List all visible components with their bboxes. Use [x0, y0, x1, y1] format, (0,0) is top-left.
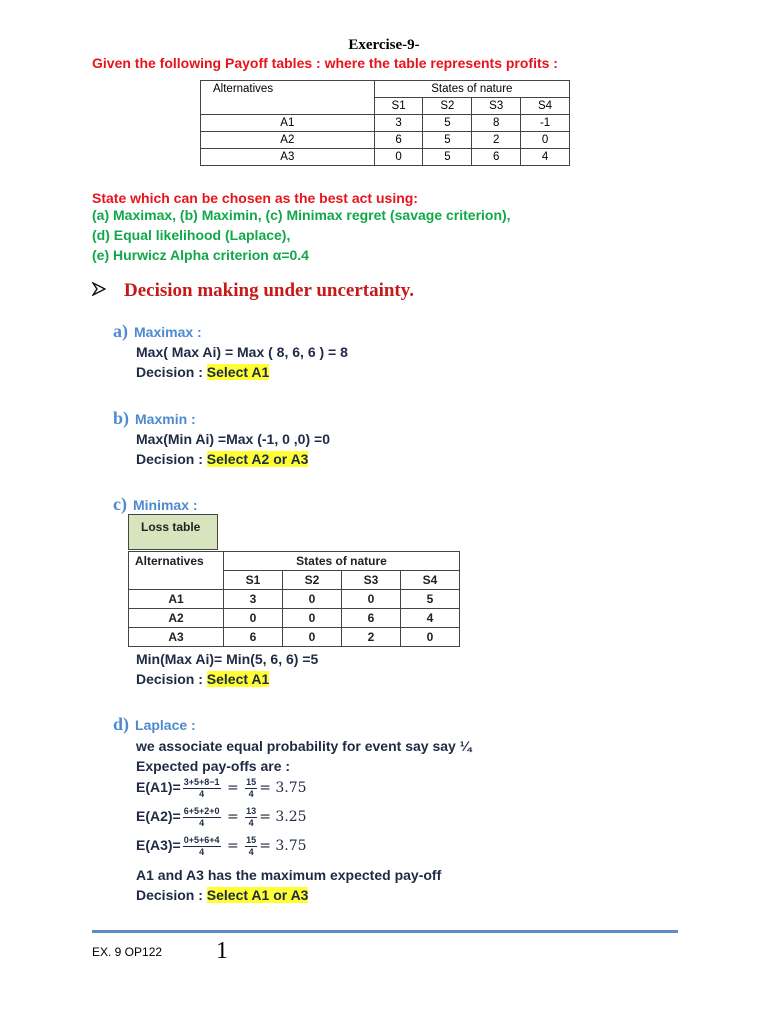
laplace-header [113, 714, 196, 735]
minimax-formula: Min(Max Ai)= Min(5, 6, 6) =5 [136, 651, 319, 667]
maxmin-formula: Max(Min Ai) =Max (-1, 0 ,0) =0 [136, 431, 330, 447]
payoff-cell: 3 [374, 115, 423, 132]
exercise-title: Exercise-9- [348, 37, 420, 53]
payoff-cell: 0 [521, 132, 570, 149]
question-line-3: (d) Equal likelihood (Laplace), [92, 227, 291, 243]
loss-cell: 0 [283, 590, 342, 609]
numerator: 15 [246, 777, 257, 787]
loss-cell: 0 [283, 609, 342, 628]
table-row [201, 132, 570, 149]
maximax-header [113, 321, 202, 342]
fraction [245, 777, 257, 800]
denominator: 4 [248, 789, 254, 799]
payoff-state-s2: S2 [423, 98, 472, 115]
payoff-cell: 5 [423, 132, 472, 149]
decision-label: Decision : [136, 887, 207, 903]
loss-cell: 6 [224, 628, 283, 647]
loss-alt-header: Alternatives [129, 552, 224, 590]
laplace-line-1: we associate equal probability for event say say ¼ [136, 738, 472, 754]
fraction [183, 777, 221, 800]
arrow-bullet-icon [92, 280, 110, 302]
decision-label: Decision : [136, 364, 207, 380]
expected-lhs: E(A3)= [136, 837, 181, 854]
heading-text: Decision making under uncertainty. [124, 280, 414, 301]
payoff-cell: 6 [374, 132, 423, 149]
laplace-letter: d) [113, 714, 130, 734]
expected-result: = 3.25 [259, 809, 307, 826]
table-row [201, 149, 570, 166]
minimax-header [113, 494, 198, 515]
expected-lhs: E(A1)= [136, 779, 181, 796]
payoff-alt-header: Alternatives [201, 81, 375, 115]
decision-value: Select A1 or A3 [206, 887, 309, 903]
fraction [245, 835, 257, 858]
laplace-label: Laplace : [135, 717, 196, 733]
loss-cell: 5 [401, 590, 460, 609]
maximax-formula: Max( Max Ai) = Max ( 8, 6, 6 ) = 8 [136, 344, 348, 360]
loss-table [128, 551, 460, 647]
numerator: 13 [246, 806, 257, 816]
payoff-cell: -1 [521, 115, 570, 132]
fraction [183, 835, 221, 858]
payoff-cell: 5 [423, 115, 472, 132]
expected-a2 [136, 806, 307, 829]
decision-value: Select A1 [206, 671, 270, 687]
loss-cell: 4 [401, 609, 460, 628]
loss-states-header: States of nature [224, 552, 460, 571]
numerator: 3+5+8−1 [183, 777, 220, 787]
expected-result: = 3.75 [259, 838, 307, 855]
payoff-cell: 4 [521, 149, 570, 166]
payoff-cell: 2 [472, 132, 521, 149]
page-number: 1 [216, 938, 228, 964]
minimax-letter: c) [113, 494, 127, 514]
laplace-conclusion: A1 and A3 has the maximum expected pay-off [136, 867, 442, 883]
numerator: 15 [246, 835, 257, 845]
minimax-decision [136, 671, 269, 687]
loss-cell: 0 [342, 590, 401, 609]
equals: = [222, 838, 244, 855]
numerator: 6+5+2+0 [183, 806, 220, 816]
minimax-label: Minimax : [132, 497, 198, 513]
table-row [129, 609, 460, 628]
payoff-cell: 5 [423, 149, 472, 166]
expected-a1 [136, 777, 307, 800]
decision-label: Decision : [136, 671, 207, 687]
loss-state-s1: S1 [224, 571, 283, 590]
numerator: 0+5+6+4 [183, 835, 220, 845]
loss-cell: 0 [224, 609, 283, 628]
loss-alt: A2 [129, 609, 224, 628]
table-row [129, 628, 460, 647]
payoff-states-header: States of nature [374, 81, 569, 98]
maximax-decision [136, 364, 269, 380]
fraction [245, 806, 257, 829]
decision-label: Decision : [136, 451, 207, 467]
footer-divider [92, 930, 678, 933]
denominator: 4 [199, 789, 205, 799]
maxmin-header [113, 408, 196, 429]
decision-value: Select A2 or A3 [206, 451, 309, 467]
loss-alt: A1 [129, 590, 224, 609]
payoff-alt: A3 [201, 149, 375, 166]
denominator: 4 [199, 818, 205, 828]
payoff-state-s3: S3 [472, 98, 521, 115]
equals: = [222, 780, 244, 797]
payoff-state-s1: S1 [374, 98, 423, 115]
equals: = [222, 809, 244, 826]
fraction [183, 806, 221, 829]
payoff-alt: A2 [201, 132, 375, 149]
denominator: 4 [248, 847, 254, 857]
payoff-alt: A1 [201, 115, 375, 132]
loss-state-s3: S3 [342, 571, 401, 590]
payoff-state-s4: S4 [521, 98, 570, 115]
payoff-cell: 8 [472, 115, 521, 132]
laplace-decision [136, 887, 308, 903]
maxmin-decision [136, 451, 308, 467]
maxmin-label: Maxmin : [135, 411, 196, 427]
expected-a3 [136, 835, 307, 858]
loss-state-s4: S4 [401, 571, 460, 590]
loss-cell: 2 [342, 628, 401, 647]
denominator: 4 [199, 847, 205, 857]
loss-alt: A3 [129, 628, 224, 647]
loss-cell: 0 [283, 628, 342, 647]
loss-cell: 0 [401, 628, 460, 647]
question-line-4: (e) Hurwicz Alpha criterion α=0.4 [92, 247, 309, 263]
loss-cell: 6 [342, 609, 401, 628]
question-line-2: (a) Maximax, (b) Maximin, (c) Minimax regret (savage criterion), [92, 207, 511, 223]
expected-result: = 3.75 [259, 780, 307, 797]
loss-table-label: Loss table [128, 514, 218, 550]
payoff-cell: 0 [374, 149, 423, 166]
footer-course-code: EX. 9 OP122 [92, 945, 163, 959]
laplace-line-2: Expected pay-offs are : [136, 758, 291, 774]
table-row [201, 115, 570, 132]
table-row [129, 590, 460, 609]
decision-value: Select A1 [206, 364, 270, 380]
maxmin-letter: b) [113, 408, 130, 428]
payoff-cell: 6 [472, 149, 521, 166]
denominator: 4 [248, 818, 254, 828]
section-heading [92, 280, 414, 302]
question-line-1: State which can be chosen as the best act using: [92, 190, 418, 206]
loss-state-s2: S2 [283, 571, 342, 590]
maximax-letter: a) [113, 321, 128, 341]
expected-lhs: E(A2)= [136, 808, 181, 825]
maximax-label: Maximax : [134, 324, 202, 340]
payoff-table [200, 80, 570, 166]
intro-text: Given the following Payoff tables : where the table represents profits : [92, 55, 558, 71]
loss-cell: 3 [224, 590, 283, 609]
